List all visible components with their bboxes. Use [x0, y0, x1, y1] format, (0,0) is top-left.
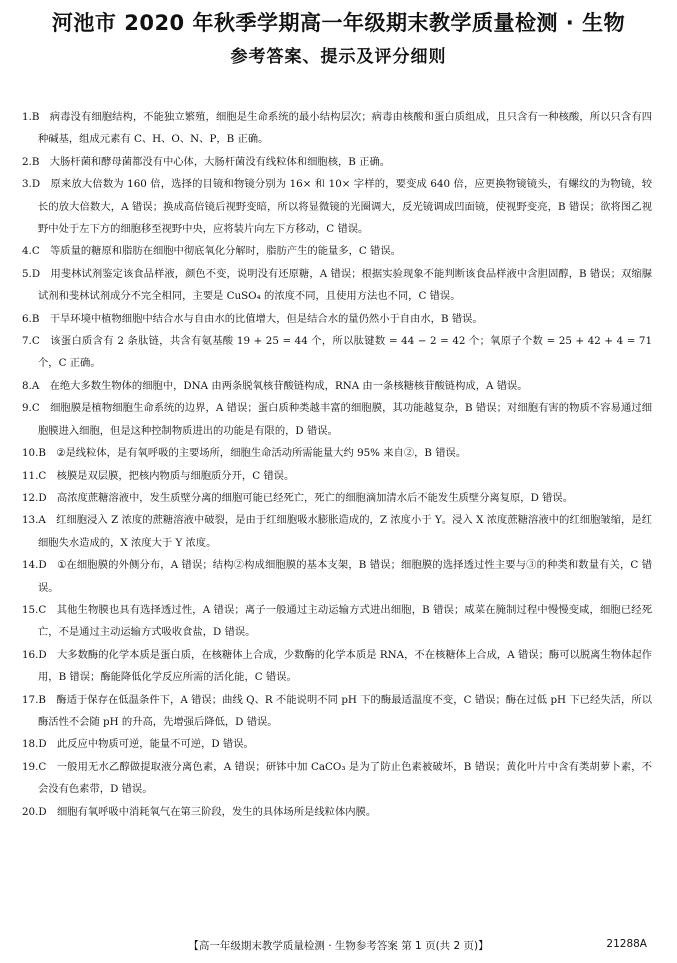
answer-explanation: 细胞有氧呼吸中消耗氧气在第三阶段，发生的具体场所是线粒体内膜。	[56, 805, 377, 818]
answer-number: 12.D	[22, 491, 47, 504]
answer-number: 11.C	[22, 469, 47, 482]
answer-number: 20.D	[22, 805, 47, 818]
answer-item	[22, 554, 652, 599]
answer-explanation: 该蛋白质含有 2 条肽链，共含有氨基酸 19 + 25 = 44 个，所以肽键数 = 44 − 2 = 42 个；氧原子个数 = 25 + 42 + 4 = 71 个，C 正确。	[38, 335, 652, 370]
answer-explanation: ②是线粒体，是有氧呼吸的主要场所，细胞生命活动所需能量大约 95% 来自②，B 错误。	[56, 447, 467, 460]
footer-doc-code: 21288A	[606, 938, 647, 950]
answer-item	[22, 689, 652, 734]
answer-explanation: ①在细胞膜的外侧分布，A 错误；结构②构成细胞膜的基本支架，B 错误；细胞膜的选择透过性主要与③的种类和数量有关，C 错误。	[38, 559, 652, 594]
answer-number: 2.B	[22, 155, 40, 168]
answer-explanation: 大肠杆菌和酵母菌都没有中心体，大肠杆菌没有线粒体和细胞核，B 正确。	[49, 155, 391, 168]
answer-explanation: 红细胞浸入 Z 浓度的蔗糖溶液中破裂，是由于红细胞吸水膨胀造成的，Z 浓度小于 Y。浸入 X 浓度蔗糖溶液中的红细胞皱缩，是红细胞失水造成的，X 浓度大于 Y 浓度。	[38, 514, 652, 549]
answer-number: 9.C	[22, 402, 40, 415]
answer-item	[22, 644, 652, 689]
answer-item	[22, 263, 652, 308]
answer-item	[22, 151, 652, 173]
page-subtitle: 参考答案、提示及评分细则	[230, 47, 447, 67]
footer-page-info: 【高一年级期末教学质量检测 · 生物参考答案 第 1 页(共 2 页)】	[188, 940, 489, 952]
answer-explanation: 等质量的糖原和脂肪在细胞中彻底氧化分解时，脂肪产生的能量多，C 错误。	[50, 245, 401, 258]
answer-number: 7.C	[22, 335, 40, 348]
answer-item	[22, 733, 652, 755]
answer-list	[22, 106, 652, 823]
answer-number: 6.B	[22, 312, 40, 325]
answer-item	[22, 330, 652, 375]
answer-explanation: 高浓度蔗糖溶液中，发生质壁分离的细胞可能已经死亡，死亡的细胞滴加清水后不能发生质壁分离复原，D 错误。	[56, 491, 574, 504]
answer-number: 18.D	[22, 738, 47, 751]
answer-number: 8.A	[22, 379, 40, 392]
answer-item	[22, 375, 652, 397]
answer-item	[22, 442, 652, 464]
answer-explanation: 用斐林试剂鉴定该食品样液，颜色不变，说明没有还原糖，A 错误；根据实验现象不能判断该食品样液中含胆固醇，B 错误；双缩脲试剂和斐林试剂成分不完全相同，主要是 CuSO₄ 的浓度不同，且使用方法也不同，C 错误。	[38, 267, 652, 303]
answer-item	[22, 801, 652, 823]
answer-item	[22, 487, 652, 509]
answer-explanation: 其他生物膜也具有选择透过性，A 错误；离子一般通过主动运输方式进出细胞，B 错误；咸菜在腌制过程中慢慢变咸，细胞已经死亡，不是通过主动运输方式吸收食盐，D 错误。	[38, 603, 652, 639]
answer-number: 17.B	[22, 693, 46, 706]
answer-item	[22, 240, 652, 262]
answer-number: 15.C	[22, 603, 47, 616]
answer-number: 19.C	[22, 760, 47, 773]
answer-item	[22, 106, 652, 151]
answer-explanation: 病毒没有细胞结构，不能独立繁殖，细胞是生命系统的最小结构层次；病毒由核酸和蛋白质组成，且只含有一种核酸，所以只含有四种碱基，组成元素有 C、H、O、N、P，B 正确。	[38, 111, 652, 146]
answer-explanation: 核膜是双层膜，把核内物质与细胞质分开，C 错误。	[56, 469, 295, 482]
answer-item	[22, 509, 652, 554]
answer-explanation: 大多数酶的化学本质是蛋白质，在核糖体上合成，少数酶的化学本质是 RNA，不在核糖体上合成，A 错误；酶可以脱离生物体起作用，B 错误；酶能降低化学反应所需的活化能，C 错误。	[38, 648, 652, 684]
answer-item	[22, 599, 652, 644]
answer-item	[22, 465, 652, 487]
answer-explanation: 此反应中物质可逆，能量不可逆，D 错误。	[56, 738, 254, 751]
answer-item	[22, 397, 652, 442]
answer-number: 10.B	[22, 447, 46, 460]
answer-explanation: 酶适于保存在低温条件下，A 错误；曲线 Q、R 不能说明不同 pH 下的酶最适温度不变，C 错误；酶在过低 pH 下已经失活，所以酶活性不会随 pH 的升高，先增强后降低，D 错误。	[38, 693, 652, 728]
answer-number: 5.D	[22, 267, 41, 280]
answer-item	[22, 756, 652, 801]
answer-number: 14.D	[22, 559, 47, 572]
answer-number: 1.B	[22, 111, 40, 123]
answer-number: 3.D	[22, 178, 41, 191]
answer-explanation: 在绝大多数生物体的细胞中，DNA 由两条脱氧核苷酸链构成，RNA 由一条核糖核苷酸链构成，A 错误。	[49, 379, 528, 392]
answer-item	[22, 173, 652, 240]
answer-explanation: 细胞膜是植物细胞生命系统的边界，A 错误；蛋白质种类越丰富的细胞膜，其功能越复杂，B 错误；对细胞有害的物质不容易通过细胞膜进入细胞，但是这种控制物质进出的功能是有限的，D 错误。	[38, 402, 652, 437]
answer-number: 4.C	[22, 245, 40, 258]
answer-number: 16.D	[22, 648, 47, 661]
answer-explanation: 原来放大倍数为 160 倍，选择的目镜和物镜分别为 16× 和 10× 字样的，要变成 640 倍，应更换物镜镜头，有螺纹的为物镜，较长的放大倍数大，A 错误；换成高倍镜后视野变暗，所以将显微镜的光圈调大，反光镜调成凹面镜，使视野变亮，B 错误；欲将图乙视野中处于左下方的细胞移至视野中央，应将装片向左下方移动，C 错误。	[38, 178, 652, 236]
answer-explanation: 一般用无水乙醇做提取液分离色素，A 错误；研钵中加 CaCO₃ 是为了防止色素被破坏，B 错误；黄化叶片中含有类胡萝卜素，不会没有色素带，D 错误。	[38, 760, 652, 796]
page-title: 河池市 2020 年秋季学期高一年级期末教学质量检测 · 生物	[51, 11, 626, 35]
answer-number: 13.A	[22, 514, 46, 527]
answer-explanation: 干旱环境中植物细胞中结合水与自由水的比值增大，但是结合水的量仍然小于自由水，B 错误。	[49, 312, 483, 325]
page-footer	[0, 936, 677, 956]
answer-item	[22, 308, 652, 330]
